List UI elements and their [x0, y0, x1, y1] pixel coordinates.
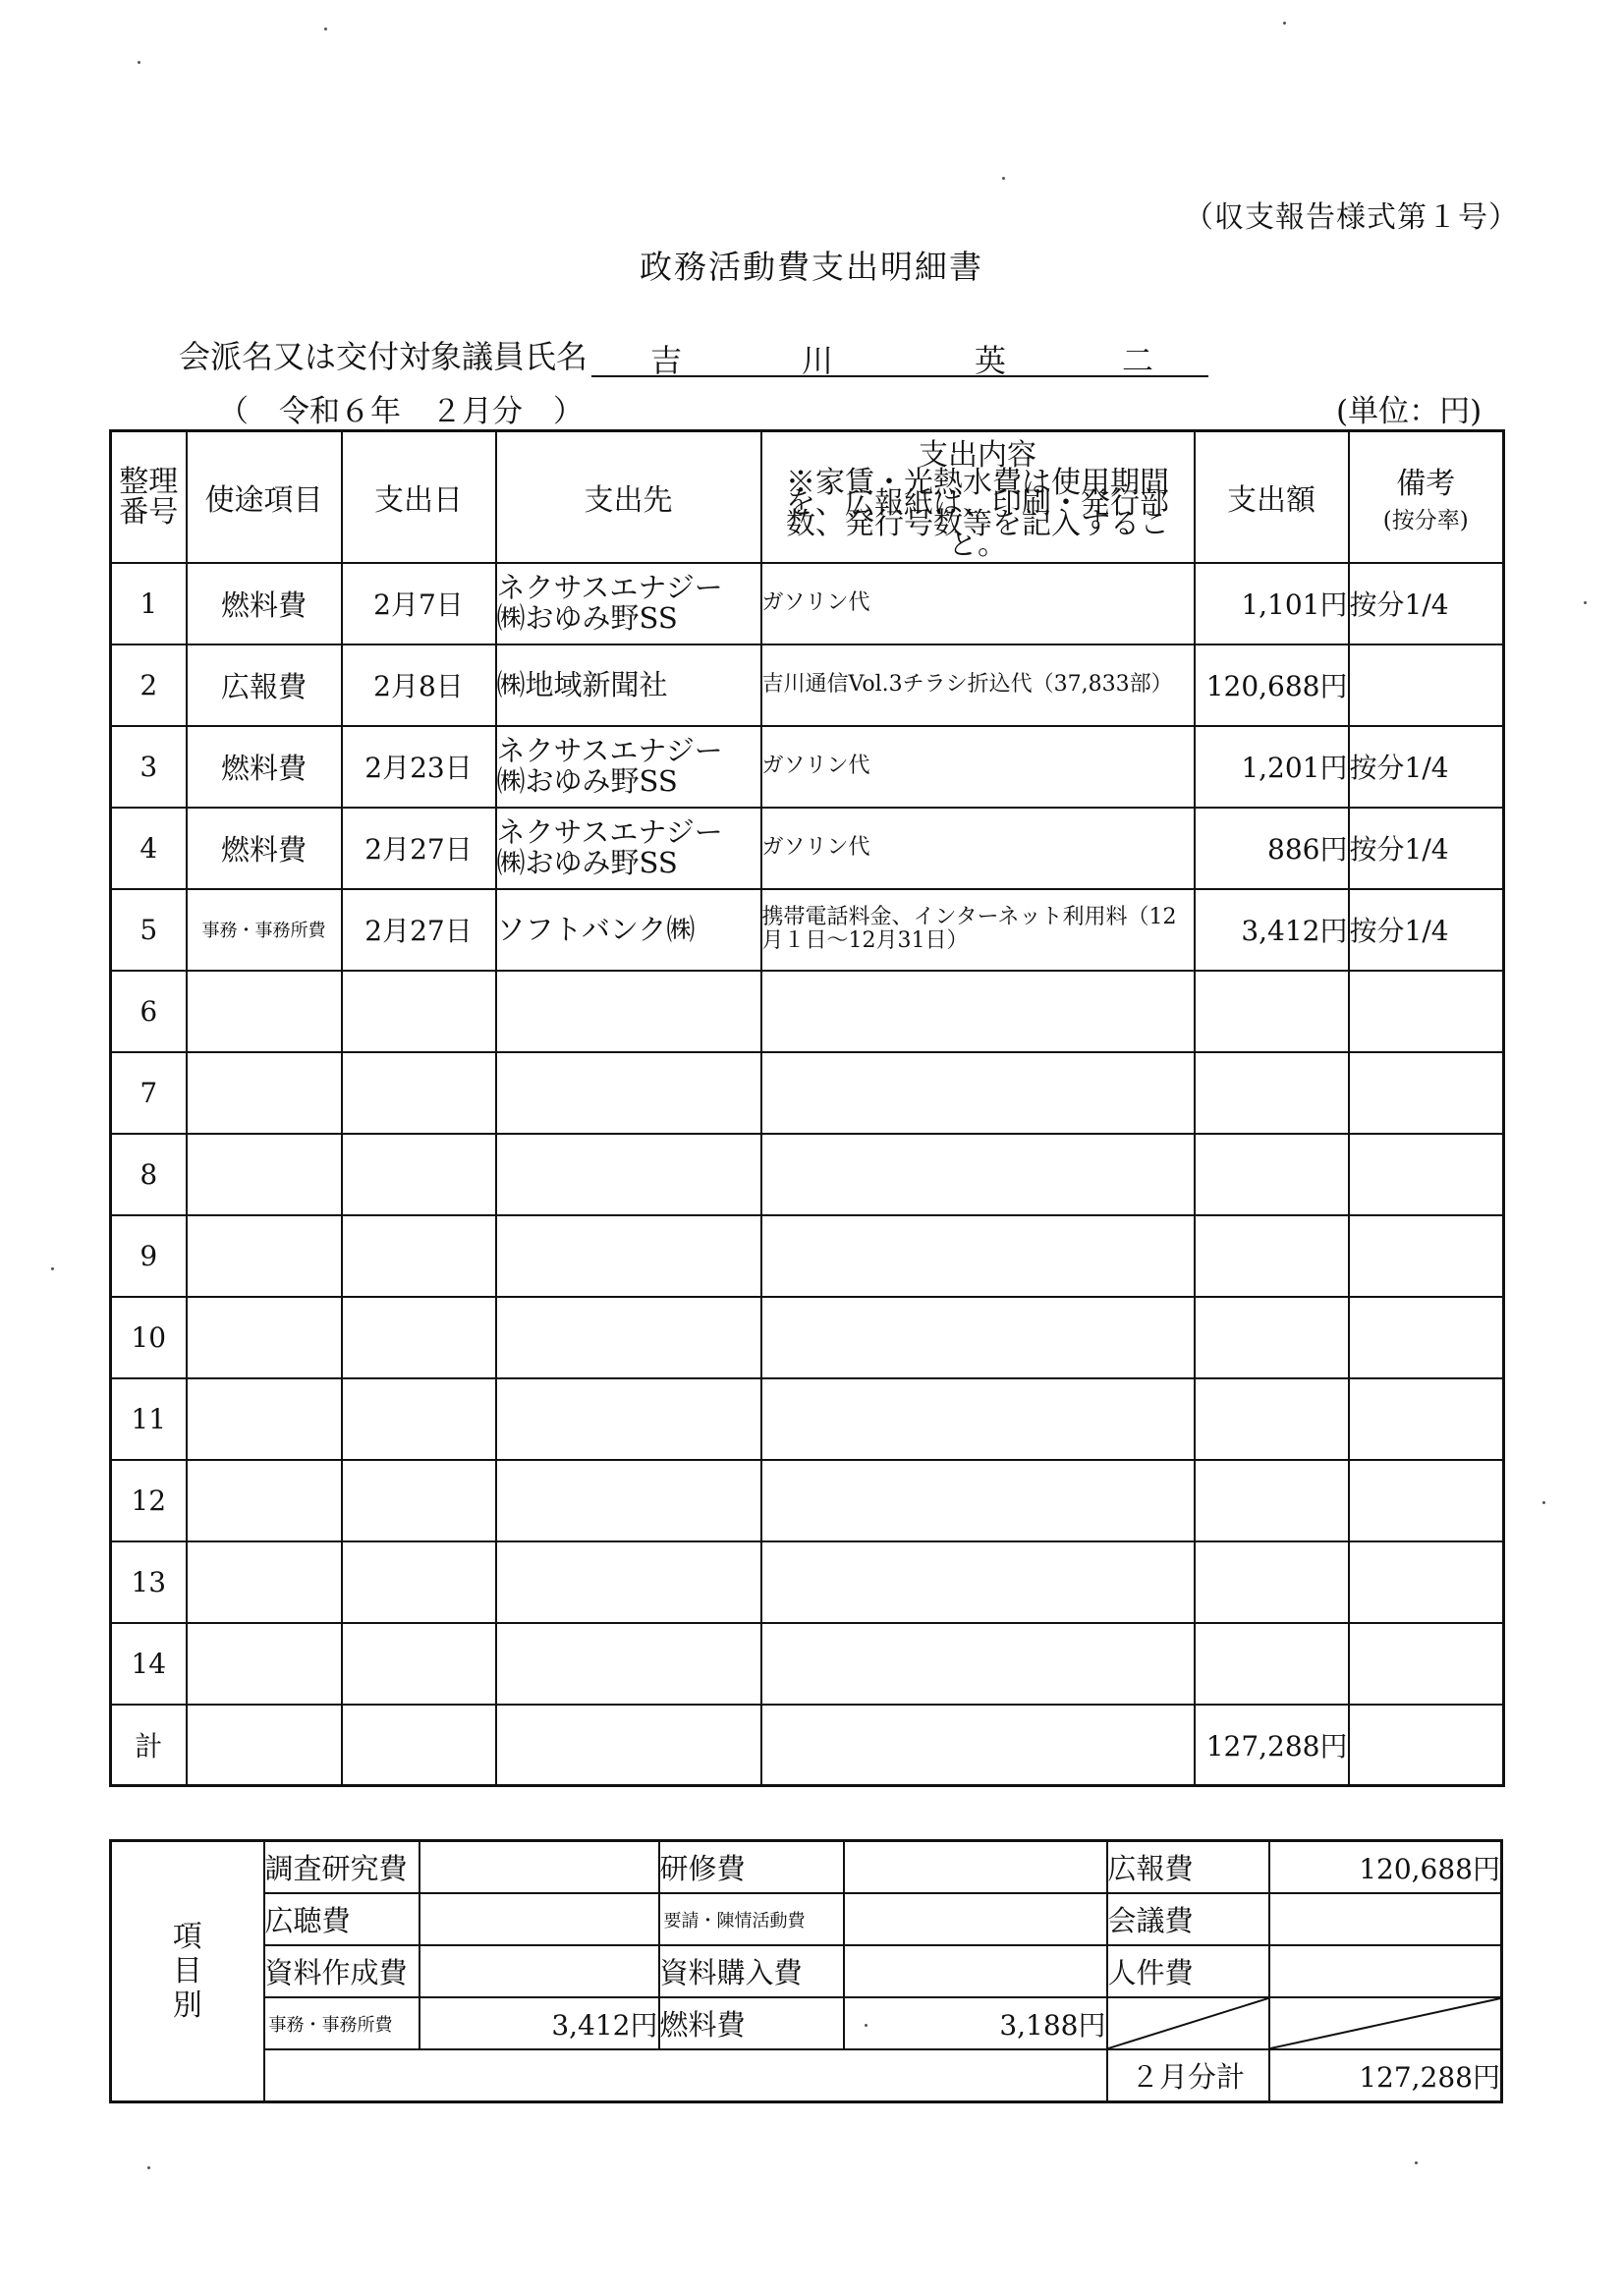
row-note: [1349, 1297, 1504, 1378]
table-header: [111, 431, 1504, 563]
unit-label: (単位：円): [1336, 394, 1483, 429]
row-content: [761, 1215, 1195, 1297]
row-category: 燃料費: [187, 563, 342, 644]
summary-row: [111, 1945, 1502, 1997]
row-payee: [496, 1460, 761, 1541]
table-row: [111, 1052, 1504, 1134]
row-note: 按分1/4: [1349, 563, 1504, 644]
table-row: [111, 808, 1504, 889]
row-amount: [1195, 1460, 1349, 1541]
row-content: ガソリン代: [761, 808, 1195, 889]
header-remarks: [1349, 431, 1504, 563]
page-title: 政務活動費支出明細書: [640, 248, 983, 286]
table-row: [111, 1623, 1504, 1705]
strike-line: [1270, 1998, 1501, 2048]
header-category: 使途項目: [187, 431, 342, 563]
row-category: [187, 1215, 342, 1297]
row-amount: [1195, 1297, 1349, 1378]
row-payee: [496, 1623, 761, 1705]
summary-category: 燃料費: [659, 1997, 844, 2049]
summary-category: 資料作成費: [264, 1945, 420, 1997]
row-date: 2月23日: [342, 726, 496, 808]
row-no: 8: [111, 1134, 187, 1215]
row-no: 2: [111, 644, 187, 726]
total-row: [111, 1705, 1504, 1786]
row-no: 10: [111, 1297, 187, 1378]
row-note: [1349, 644, 1504, 726]
period: （ 令和６年 ２月分 ）: [218, 394, 584, 429]
header-no: 整理 番号: [111, 431, 187, 563]
row-content: [761, 1052, 1195, 1134]
row-note: [1349, 971, 1504, 1052]
row-no: 1: [111, 563, 187, 644]
row-no: 13: [111, 1541, 187, 1623]
table-row: [111, 1460, 1504, 1541]
row-payee: ネクサスエナジー ㈱おゆみ野SS: [496, 726, 761, 808]
row-content: 携帯電話料金、インターネット利用料（12月１日～12月31日）: [761, 889, 1195, 971]
table-row: [111, 1297, 1504, 1378]
name-label: 会派名又は交付対象議員氏名: [179, 338, 588, 375]
row-content: [761, 1297, 1195, 1378]
row-no: 12: [111, 1460, 187, 1541]
row-payee: [496, 971, 761, 1052]
row-content: [761, 1623, 1195, 1705]
row-payee: ネクサスエナジー ㈱おゆみ野SS: [496, 563, 761, 644]
summary-category: 人件費: [1107, 1945, 1269, 1997]
row-note: 按分1/4: [1349, 726, 1504, 808]
row-no: 3: [111, 726, 187, 808]
summary-total-row: [111, 2049, 1502, 2102]
row-category: 燃料費: [187, 726, 342, 808]
summary-row: [111, 1997, 1502, 2049]
summary-category: 研修費: [659, 1841, 844, 1894]
row-note: [1349, 1460, 1504, 1541]
row-date: 2月27日: [342, 889, 496, 971]
header-amount: 支出額: [1195, 431, 1349, 563]
row-content: [761, 1378, 1195, 1460]
row-category: [187, 1297, 342, 1378]
summary-row: [111, 1841, 1502, 1894]
row-amount: [1195, 971, 1349, 1052]
row-category: 燃料費: [187, 808, 342, 889]
name-char-4: 二: [1122, 342, 1154, 379]
row-note: [1349, 1215, 1504, 1297]
header-content: [761, 431, 1195, 563]
row-payee: ネクサスエナジー ㈱おゆみ野SS: [496, 808, 761, 889]
total-label: 計: [111, 1705, 187, 1786]
row-category: [187, 1541, 342, 1623]
summary-category: 調査研究費: [264, 1841, 420, 1894]
row-payee: [496, 1541, 761, 1623]
table-row: [111, 1134, 1504, 1215]
row-no: 14: [111, 1623, 187, 1705]
row-payee: ㈱地域新聞社: [496, 644, 761, 726]
month-total-label: ２月分計: [1107, 2049, 1269, 2102]
row-amount: [1195, 1215, 1349, 1297]
row-payee: [496, 1215, 761, 1297]
row-no: 7: [111, 1052, 187, 1134]
summary-value: 3,412円: [420, 1997, 659, 2049]
row-category: [187, 1134, 342, 1215]
row-amount: [1195, 1134, 1349, 1215]
row-date: [342, 1052, 496, 1134]
name-char-3: 英: [975, 342, 1007, 379]
header-content-title: 支出内容: [919, 437, 1036, 473]
summary-category: 会議費: [1107, 1893, 1269, 1945]
header-content-note: ※家賃・光熱水費は使用期間を、広報紙は、印刷・発行部数、発行号数等を記入すること。: [786, 465, 1169, 562]
row-content: [761, 1134, 1195, 1215]
summary-value: [1269, 1945, 1502, 1997]
row-amount: 3,412円: [1195, 889, 1349, 971]
row-amount: [1195, 1378, 1349, 1460]
row-category: [187, 1052, 342, 1134]
expense-table: [109, 429, 1505, 1787]
summary-strike-cell: [1107, 1997, 1269, 2049]
row-category: [187, 1378, 342, 1460]
summary-value: [420, 1945, 659, 1997]
row-note: [1349, 1623, 1504, 1705]
row-payee: [496, 1134, 761, 1215]
summary-value: [844, 1841, 1107, 1894]
table-row: [111, 1215, 1504, 1297]
row-content: [761, 1460, 1195, 1541]
row-content: ガソリン代: [761, 726, 1195, 808]
summary-category: 事務・事務所費: [264, 1997, 420, 2049]
name-field: [591, 336, 1208, 377]
row-date: 2月7日: [342, 563, 496, 644]
summary-value: [844, 1945, 1107, 1997]
table-row: [111, 971, 1504, 1052]
row-note: [1349, 1541, 1504, 1623]
summary-table: [109, 1839, 1503, 2103]
row-amount: 1,101円: [1195, 563, 1349, 644]
row-note: 按分1/4: [1349, 889, 1504, 971]
header-remarks-sub: (按分率): [1382, 508, 1469, 534]
row-date: [342, 1297, 496, 1378]
summary-value: [420, 1893, 659, 1945]
row-date: [342, 1215, 496, 1297]
row-note: [1349, 1052, 1504, 1134]
summary-category: 資料購入費: [659, 1945, 844, 1997]
row-date: [342, 1378, 496, 1460]
total-amount: 127,288円: [1195, 1705, 1349, 1786]
name-char-2: 川: [802, 342, 834, 379]
strike-line: [1108, 1998, 1268, 2048]
row-category: 広報費: [187, 644, 342, 726]
summary-side-label: 項 目 別: [111, 1841, 264, 2102]
summary-value: [1269, 1893, 1502, 1945]
table-row: [111, 563, 1504, 644]
header-date: 支出日: [342, 431, 496, 563]
header-payee: 支出先: [496, 431, 761, 563]
name-row: [179, 332, 1208, 377]
row-date: 2月27日: [342, 808, 496, 889]
row-date: [342, 971, 496, 1052]
row-amount: 120,688円: [1195, 644, 1349, 726]
summary-category: 要請・陳情活動費: [659, 1893, 844, 1945]
row-note: [1349, 1378, 1504, 1460]
row-date: [342, 1460, 496, 1541]
summary-category: 広報費: [1107, 1841, 1269, 1894]
row-category: 事務・事務所費: [187, 889, 342, 971]
table-row: [111, 1541, 1504, 1623]
row-date: [342, 1623, 496, 1705]
row-content: [761, 1541, 1195, 1623]
header-remarks-title: 備考: [1396, 467, 1456, 502]
summary-row: [111, 1893, 1502, 1945]
summary-category: 広聴費: [264, 1893, 420, 1945]
row-category: [187, 1623, 342, 1705]
row-no: 9: [111, 1215, 187, 1297]
row-amount: 886円: [1195, 808, 1349, 889]
month-total-value: 127,288円: [1269, 2049, 1502, 2102]
summary-value: [420, 1841, 659, 1894]
row-note: [1349, 1134, 1504, 1215]
row-no: 6: [111, 971, 187, 1052]
row-content: [761, 971, 1195, 1052]
table-row: [111, 644, 1504, 726]
form-number: （収支報告様式第１号）: [1184, 200, 1519, 235]
table-row: [111, 1378, 1504, 1460]
row-content: ガソリン代: [761, 563, 1195, 644]
row-amount: 1,201円: [1195, 726, 1349, 808]
row-category: [187, 971, 342, 1052]
row-no: 4: [111, 808, 187, 889]
row-category: [187, 1460, 342, 1541]
summary-value: [844, 1893, 1107, 1945]
summary-strike-cell: [1269, 1997, 1502, 2049]
row-date: [342, 1541, 496, 1623]
row-note: 按分1/4: [1349, 808, 1504, 889]
row-no: 11: [111, 1378, 187, 1460]
row-date: 2月8日: [342, 644, 496, 726]
row-no: 5: [111, 889, 187, 971]
name-char-1: 吉: [650, 342, 683, 379]
row-amount: [1195, 1541, 1349, 1623]
row-payee: ソフトバンク㈱: [496, 889, 761, 971]
row-payee: [496, 1297, 761, 1378]
row-amount: [1195, 1623, 1349, 1705]
row-content: 吉川通信Vol.3チラシ折込代（37,833部）: [761, 644, 1195, 726]
summary-value: 3,188円: [844, 1997, 1107, 2049]
summary-value: 120,688円: [1269, 1841, 1502, 1894]
table-row: [111, 889, 1504, 971]
row-payee: [496, 1378, 761, 1460]
row-date: [342, 1134, 496, 1215]
row-amount: [1195, 1052, 1349, 1134]
table-row: [111, 726, 1504, 808]
row-payee: [496, 1052, 761, 1134]
